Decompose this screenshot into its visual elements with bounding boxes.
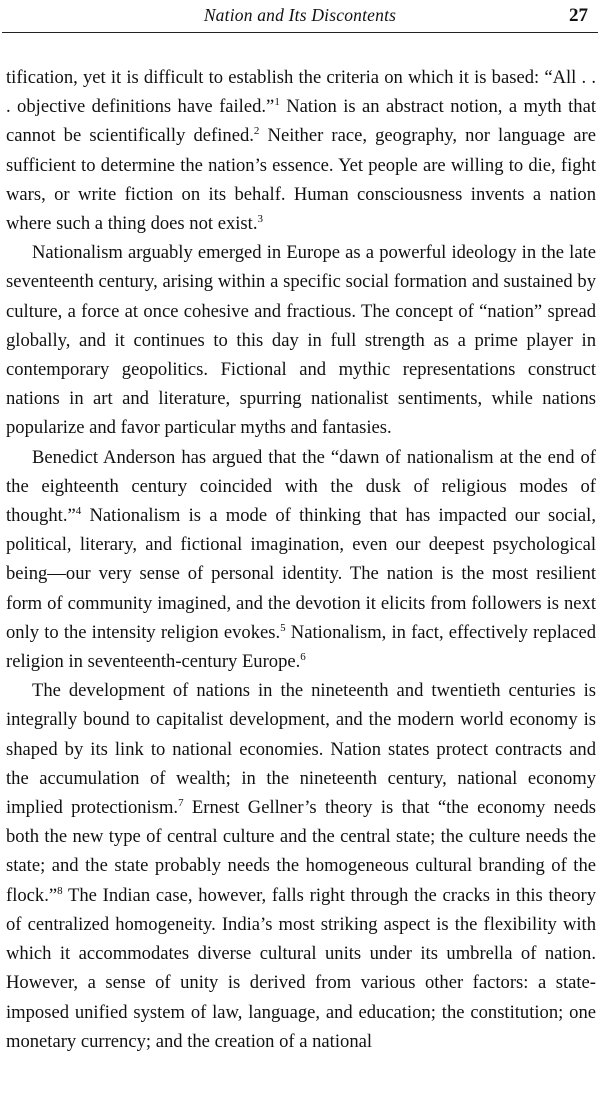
paragraph [6, 443, 596, 677]
text-run: The Indian case, however, falls right through the cracks in this theory of centralized homogeneity. India’s most striking aspect is the flexibility with which it accommodates diverse cultural units under its umbrella of nation. However, a sense of unity is derived from various other factors: a state-imposed unified system of law, language, and education; the constitution; one monetary currency; and the creation of a national [6, 884, 596, 1052]
body-text [6, 63, 596, 1056]
footnote-marker: 6 [300, 651, 306, 664]
text-run: The development of nations in the nineteenth and twentieth centuries is integrally bound to capitalist development, and the modern world economy is shaped by its link to national economies. Nation states protect contracts and the accumulation of wealth; in the nineteenth century, national economy implied protectionism. [6, 680, 596, 819]
footnote-marker: 1 [274, 96, 280, 109]
text-run: Neither race, geography, nor language are sufficient to determine the nation’s essence. Yet people are willing to die, fight wars, or write fiction on its behalf. Human consciousness invents a nation where such a thing does not exist. [6, 125, 596, 235]
footnote-marker: 3 [257, 213, 263, 226]
footnote-marker: 4 [75, 505, 82, 518]
chapter-title: Nation and Its Discontents [203, 5, 397, 25]
page-number: 27 [569, 5, 588, 26]
footnote-marker: 8 [57, 884, 63, 897]
footnote-marker: 7 [178, 797, 184, 810]
text-run: Benedict Anderson has argued that the “dawn of nationalism at the end of the eighteenth century coincided with the dusk of religious modes of thought.” [6, 446, 596, 527]
footnote-marker: 5 [280, 621, 286, 634]
paragraph [6, 63, 596, 238]
text-run: tification, yet it is difficult to establish the criteria on which it is based: “All . . . objective definitions have failed.” [6, 67, 596, 118]
header-rule [2, 32, 598, 33]
text-run: Ernest Gellner’s theory is that “the economy needs both the new type of central culture and the central state; the culture needs the state; and the state probably needs the homogeneous cultural branding of the flock.” [6, 797, 596, 906]
paragraph [6, 676, 596, 1056]
footnote-marker: 2 [253, 125, 260, 138]
running-head [0, 2, 600, 30]
text-run: Nation is an abstract notion, a myth that cannot be scientifically defined. [6, 96, 597, 147]
text-run: Nationalism arguably emerged in Europe as a powerful ideology in the late seventeenth century, arising within a specific social formation and sustained by culture, a force at once cohesive and fractious. The concept of “nation” spread globally, and it continues to this day in full strength as a prime player in contemporary geopolitics. Fictional and mythic representations construct nations in art and literature, spurring nationalist sentiments, while nations popularize and favor particular myths and fantasies. [6, 242, 596, 439]
text-run: Nationalism is a mode of thinking that has impacted our social, political, literary, and fictional imagination, even our deepest psychological being—our very sense of personal identity. The nation is the most resilient form of community imagined, and the devotion it elicits from followers is next only to the intensity religion evokes. [6, 505, 596, 643]
paragraph [6, 238, 596, 442]
text-run: Nationalism, in fact, effectively replaced religion in seventeenth-century Europe. [6, 621, 597, 673]
